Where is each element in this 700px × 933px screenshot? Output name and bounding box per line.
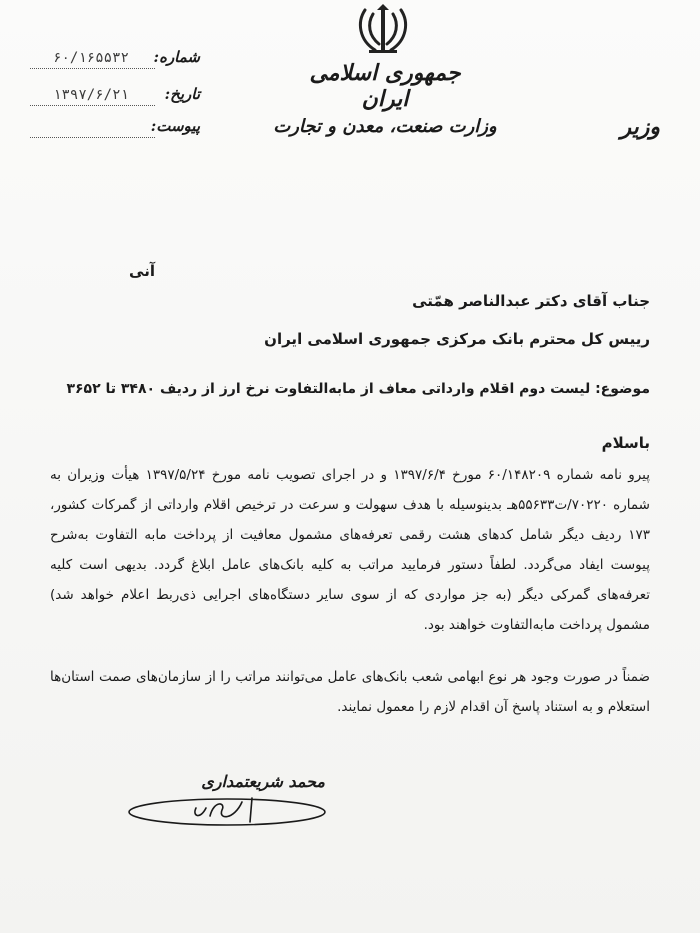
salutation: باسلام	[601, 434, 650, 452]
attachment-line	[30, 137, 155, 138]
number-value: ۶۰/۱۶۵۵۳۲	[53, 50, 129, 66]
attachment-label: پیوست:	[150, 117, 200, 135]
recipient-name: جناب آقای دکتر عبدالناصر همّتی	[412, 292, 650, 310]
signatory-name: محمد شریعتمداری	[201, 772, 325, 791]
date-value: ۱۳۹۷/۶/۲۱	[53, 87, 129, 103]
date-label: تاریخ:	[164, 85, 200, 103]
government-title: جمهوری اسلامی ایران	[309, 60, 461, 112]
letter-subject: موضوع: لیست دوم اقلام وارداتی معاف از مابه‌التفاوت نرخ ارز از ردیف ۳۴۸۰ تا ۳۶۵۲	[66, 381, 650, 397]
iran-emblem-icon	[355, 4, 411, 56]
date-line	[30, 105, 155, 106]
body-paragraph-1: پیرو نامه شماره ۶۰/۱۴۸۲۰۹ مورخ ۱۳۹۷/۶/۴ و در اجرای تصویب نامه مورخ ۱۳۹۷/۵/۲۴ هیأت وزیران به شماره ۷۰۲۲۰/ت۵۵۶۳۳هـ بدینوسیله با هدف سهولت و سرعت در ترخیص اقلام وارداتی از گمرکات کشور، ۱۷۳ ردیف دیگر شامل کدهای هشت رقمی تعرفه‌های مشمول معافیت از پرداخت مابه التفاوت به‌شرح پیوست ایفاد می‌گردد. لطفاً دستور فرمایید مراتب به کلیه بانک‌های عامل ابلاغ گردد. بدیهی است کلیه تعرفه‌های گمرکی دیگر (به جز مواردی که از سوی سایر دستگاه‌های اجرایی ذی‌ربط اعلام خواهد شد) مشمول پرداخت مابه‌التفاوت خواهند بود.	[50, 467, 650, 633]
number-label: شماره:	[153, 48, 200, 66]
number-line	[30, 68, 155, 69]
letter-number-field	[30, 48, 200, 74]
letter-date-field	[30, 85, 200, 111]
letter-attachment-field	[30, 117, 200, 143]
body-paragraph-2: ضمناً در صورت وجود هر نوع ابهامی شعب بانک‌های عامل می‌توانند مراتب را از سازمان‌های صمت استان‌ها استعلام و به استناد پاسخ آن اقدام لازم را معمول نمایند.	[50, 669, 650, 715]
minister-label: وزیر	[620, 114, 660, 140]
recipient-title: رییس کل محترم بانک مرکزی جمهوری اسلامی ایران	[264, 330, 650, 348]
ministry-name: وزارت صنعت، معدن و تجارت	[273, 116, 497, 137]
urgency-label: آنی	[129, 262, 155, 280]
signature-scribble	[122, 790, 332, 832]
